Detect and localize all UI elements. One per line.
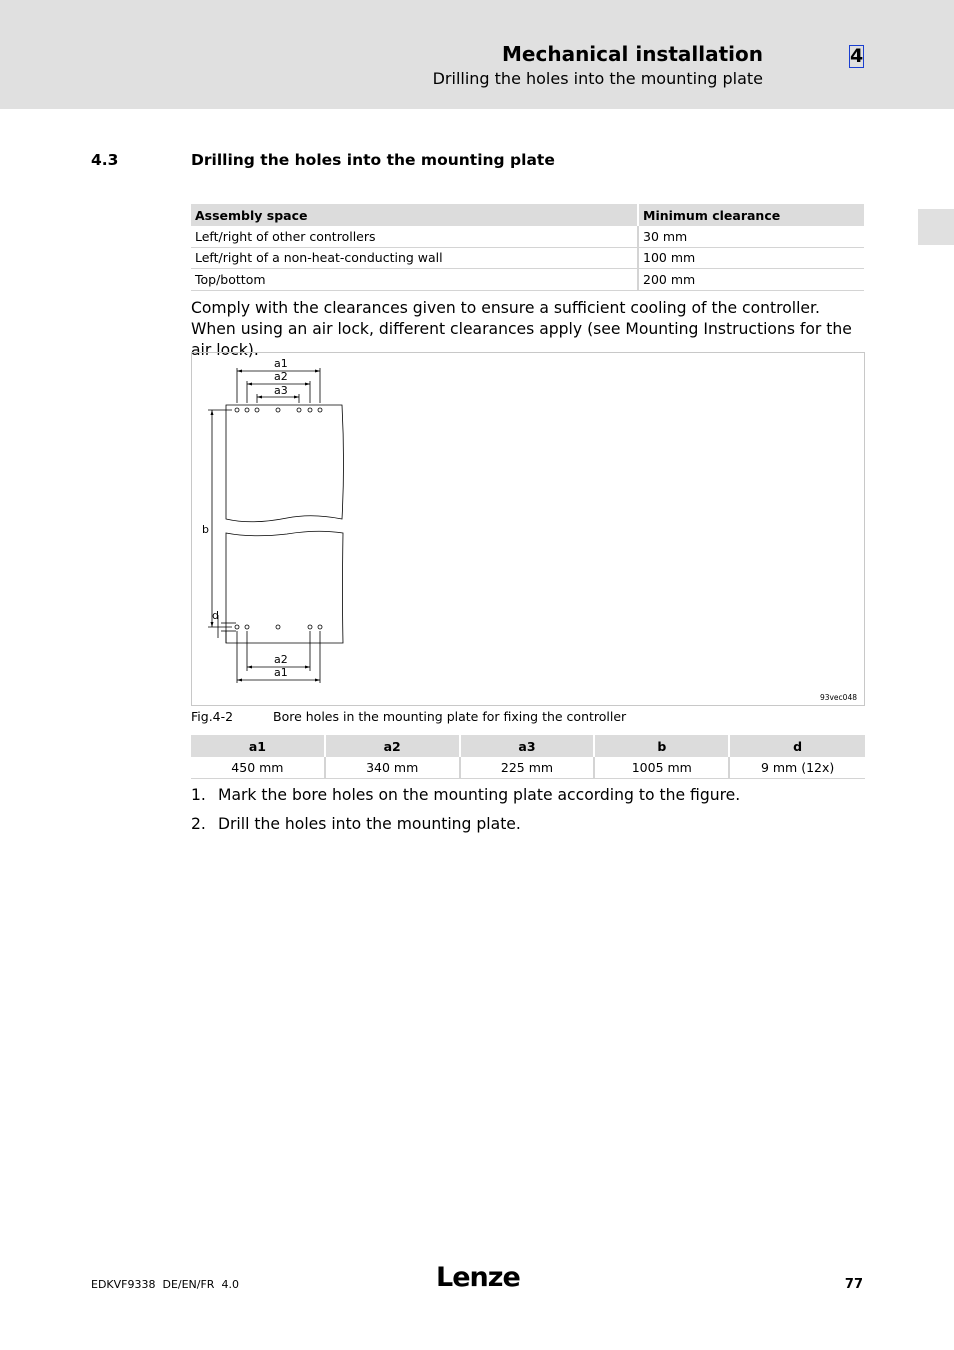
column-header: Minimum clearance (639, 204, 864, 226)
lenze-logo: Lenze (436, 1262, 520, 1293)
dimensions-table (191, 735, 865, 779)
dim-label-a3-top: a3 (274, 384, 288, 397)
table-cell: 9 mm (12x) (730, 757, 865, 779)
step-text: Drill the holes into the mounting plate. (218, 815, 521, 833)
table-row (191, 269, 864, 291)
dim-label-a1-top: a1 (274, 357, 288, 370)
column-header: Assembly space (191, 204, 639, 226)
header-band (0, 0, 954, 109)
table-cell: 200 mm (639, 269, 864, 291)
table-row (191, 226, 864, 248)
table-cell: 340 mm (326, 757, 461, 779)
list-item (191, 815, 521, 833)
clearance-table (191, 204, 864, 291)
bore-hole-drawing (192, 353, 864, 705)
table-row (191, 248, 864, 270)
dim-label-a1-bottom: a1 (274, 666, 288, 679)
section-title: Drilling the holes into the mounting plate (191, 151, 555, 169)
table-header-row (191, 735, 865, 757)
dim-label-d: d (212, 609, 219, 622)
column-header: a1 (191, 735, 326, 757)
figure-code: 93vec048 (819, 693, 857, 702)
table-cell: Top/bottom (191, 269, 639, 291)
step-number: 1. (191, 786, 206, 804)
dim-label-a2-bottom: a2 (274, 653, 288, 666)
page-header-title: Mechanical installation (502, 42, 763, 66)
list-item (191, 786, 740, 804)
page-header-subtitle: Drilling the holes into the mounting plate (432, 69, 763, 88)
chapter-side-tab (918, 209, 954, 245)
table-cell: 225 mm (461, 757, 596, 779)
table-cell: 1005 mm (595, 757, 730, 779)
step-number: 2. (191, 815, 206, 833)
dim-label-a2-top: a2 (274, 370, 288, 383)
section-number: 4.3 (91, 151, 119, 169)
page-number: 77 (844, 1277, 863, 1292)
table-cell: Left/right of a non-heat-conducting wall (191, 248, 639, 270)
table-cell: 100 mm (639, 248, 864, 270)
body-paragraph: Comply with the clearances given to ensure a sufficient cooling of the controller. When using an air lock, different clearances apply (see Mounting Instructions for the air lock). (191, 299, 852, 359)
column-header: d (730, 735, 865, 757)
column-header: b (595, 735, 730, 757)
figure-frame (191, 352, 865, 706)
dim-label-b: b (202, 523, 209, 536)
table-row (191, 757, 865, 779)
table-cell: Left/right of other controllers (191, 226, 639, 248)
column-header: a3 (461, 735, 596, 757)
figure-caption-number: Fig.4-2 (191, 709, 234, 724)
step-text: Mark the bore holes on the mounting plate according to the figure. (218, 786, 741, 804)
table-header-row (191, 204, 864, 226)
column-header: a2 (326, 735, 461, 757)
figure-caption-text: Bore holes in the mounting plate for fixing the controller (273, 709, 627, 724)
footer-document-id: EDKVF9338 DE/EN/FR 4.0 (91, 1278, 239, 1291)
chapter-number-link[interactable]: 4 (850, 45, 864, 67)
table-cell: 450 mm (191, 757, 326, 779)
table-cell: 30 mm (639, 226, 864, 248)
